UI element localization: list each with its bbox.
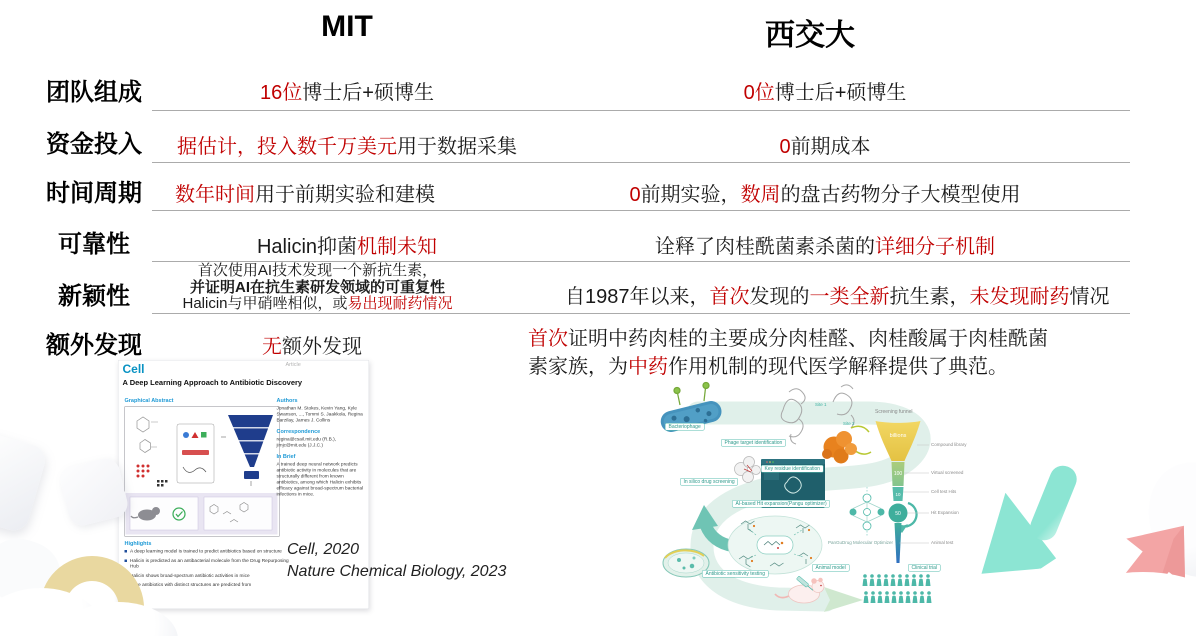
cell-time-xjtu bbox=[565, 178, 1085, 207]
cell-extra-xjtu bbox=[528, 326, 1128, 381]
label-compound-library: Compound library bbox=[931, 442, 967, 447]
text-segment: 无 bbox=[262, 336, 282, 358]
highlight-item bbox=[125, 582, 290, 588]
text-segment: 据估计，投入数千万美元 bbox=[177, 136, 397, 158]
cell-novelty-xjtu bbox=[565, 280, 1110, 309]
row-divider bbox=[152, 313, 1130, 314]
paper-inbrief: A trained deep neural network predicts antibiotic activity in molecules that are structurally different from known antibiotics, among which Halicin exhibits efficacy against broad-spectrum bacterial infections in mice. bbox=[276, 461, 364, 497]
paper-correspondence: regina@csail.mit.edu (R.B.), jimjc@mit.edu (J.J.C.) bbox=[276, 436, 336, 448]
label-hit-expansion: Hit Expansion bbox=[931, 510, 959, 515]
clinical-trial-crowd bbox=[863, 574, 932, 603]
highlight-item bbox=[125, 558, 290, 570]
highlight-text: Halicin shows broad-spectrum antibiotic activities in mice bbox=[130, 572, 250, 579]
paper-article-tag: Article bbox=[285, 361, 301, 368]
row-label-reliability: 可靠性 bbox=[58, 231, 130, 258]
novelty-line1: 首次使用AI技术发现一个新抗生素， bbox=[197, 262, 438, 279]
label-virtual-screened: Virtual screened bbox=[931, 470, 964, 475]
paper-highlights-label: Highlights bbox=[124, 540, 152, 547]
xjtu-workflow-figure bbox=[628, 380, 988, 636]
text-segment: 素家族，为 bbox=[528, 355, 628, 378]
highlight-text: Halicin is predicted as an antibacterial molecule from the Drug Repurposing Hub bbox=[130, 557, 289, 569]
text-segment: 作用机制的现代医学解释提供了典范。 bbox=[668, 355, 1008, 378]
text-segment: 诠释了肉桂酰菌素杀菌的 bbox=[655, 236, 875, 258]
text-segment: 0 bbox=[779, 136, 791, 158]
paper-journal-logo: Cell bbox=[122, 362, 145, 376]
key-residue-protein bbox=[822, 426, 871, 463]
text-segment: 首次 bbox=[709, 286, 750, 308]
label-clinical-trial: Clinical trial bbox=[908, 564, 941, 572]
funnel-100-label: 100 bbox=[893, 471, 903, 477]
highlight-text: A deep learning model is trained to predict antibiotics based on structure bbox=[130, 548, 282, 554]
text-segment: 机制未知 bbox=[357, 236, 438, 258]
text-segment: 一类全新 bbox=[809, 286, 890, 308]
column-header-xjtu: 西交大 bbox=[765, 19, 855, 52]
row-divider bbox=[152, 110, 1130, 111]
text-segment: 数年时间 bbox=[175, 184, 255, 206]
label-site1: Site 1 bbox=[815, 402, 827, 407]
row-label-team: 团队组成 bbox=[46, 79, 142, 106]
funnel-50-label: 50 bbox=[895, 511, 901, 517]
text-segment: Halicin抑菌 bbox=[256, 236, 358, 258]
cell-team-mit bbox=[152, 76, 542, 105]
workflow-diagram bbox=[628, 380, 988, 636]
cell-time-mit bbox=[110, 178, 500, 207]
label-in-silico: In silico drug screening bbox=[680, 478, 738, 486]
paper-inbrief-label: In Brief bbox=[276, 453, 296, 460]
text-segment: 发现的 bbox=[749, 286, 810, 308]
graphical-abstract-image bbox=[125, 407, 278, 535]
text-segment: 前期实验， bbox=[640, 184, 741, 206]
label-animal-test: Animal test bbox=[931, 540, 954, 545]
row-divider bbox=[152, 210, 1130, 211]
label-optimizer-caption: PanGuDrug Molecular Optimizer bbox=[828, 540, 894, 545]
text-segment: 博士后+硕博生 bbox=[774, 82, 907, 104]
text-segment: 自1987年以来， bbox=[565, 286, 710, 308]
text-segment: 易出现耐药情况 bbox=[347, 295, 453, 312]
text-segment: 0位 bbox=[743, 82, 775, 104]
paper-title: A Deep Learning Approach to Antibiotic Discovery bbox=[122, 378, 303, 387]
label-animal-model: Animal model bbox=[812, 564, 849, 572]
cell-extra-mit bbox=[152, 330, 472, 359]
bullet-square-icon bbox=[125, 550, 128, 553]
text-segment: 抗生素， bbox=[889, 286, 970, 308]
paper-graphical-abstract-label: Graphical Abstract bbox=[124, 397, 174, 404]
text-segment: 首次 bbox=[528, 328, 568, 350]
novelty-line2: 并证明AI在抗生素研发领域的可重复性 bbox=[189, 278, 445, 296]
text-segment: 额外发现 bbox=[282, 336, 362, 358]
text-segment: 数周 bbox=[740, 184, 781, 206]
text-segment: 0 bbox=[629, 184, 641, 206]
cell-novelty-mit bbox=[150, 263, 485, 313]
flow-arrow-right bbox=[824, 587, 863, 612]
novelty-line3 bbox=[150, 296, 485, 313]
text-segment: 前期成本 bbox=[790, 136, 871, 158]
text-segment: 中药 bbox=[628, 355, 668, 378]
extra-line1 bbox=[528, 326, 1128, 354]
text-segment: 用于数据采集 bbox=[397, 136, 517, 158]
label-cell-test-hits: Cell test Hits bbox=[931, 489, 957, 494]
bullet-square-icon bbox=[125, 559, 128, 562]
highlight-text: More antibiotics with distinct structures are predicted from bbox=[130, 582, 252, 588]
funnel-10-label: 10 bbox=[895, 492, 901, 497]
extra-line2 bbox=[528, 354, 1128, 382]
cell-reliability-mit bbox=[152, 230, 542, 259]
text-segment: Halicin与甲硝唑相似，或 bbox=[182, 295, 348, 312]
cell-team-xjtu bbox=[565, 76, 1085, 105]
citation-line1: Cell, 2020 bbox=[287, 541, 360, 558]
hit-expansion-cluster bbox=[728, 516, 822, 574]
cell-fund-mit bbox=[152, 130, 542, 159]
row-divider bbox=[152, 162, 1130, 163]
column-header-mit: MIT bbox=[321, 10, 373, 43]
docking-protein bbox=[735, 457, 761, 483]
label-sensitivity: Antibiotic sensitivity testing bbox=[702, 570, 768, 578]
text-segment: 详细分子机制 bbox=[875, 236, 995, 258]
text-segment: 情况 bbox=[1069, 286, 1110, 308]
graphical-abstract-panel bbox=[125, 407, 280, 537]
paper-sidebar bbox=[277, 398, 367, 503]
citation bbox=[287, 539, 506, 583]
text-segment: 的盘古药物分子大模型使用 bbox=[780, 184, 1021, 206]
highlight-item bbox=[125, 573, 290, 579]
label-hit-expansion-box: AI-based Hit expansion(Pangu optimizer) bbox=[732, 500, 830, 508]
label-funnel-title: Screening funnel bbox=[875, 409, 913, 415]
label-phage-target: Phage target identification bbox=[721, 439, 786, 447]
paper-authors-label: Authors bbox=[276, 397, 298, 404]
label-bacteriophage: Bacteriophage bbox=[665, 423, 704, 431]
row-label-novelty: 新颖性 bbox=[58, 283, 130, 310]
funnel-billions-label: billions bbox=[889, 433, 907, 439]
paper-highlights bbox=[125, 541, 290, 592]
cell-reliability-xjtu bbox=[565, 230, 1085, 259]
molecular-optimizer-tree bbox=[850, 487, 885, 537]
row-label-time: 时间周期 bbox=[46, 180, 142, 207]
cell-fund-xjtu bbox=[565, 130, 1085, 159]
label-key-residue: Key residue identification bbox=[761, 465, 824, 473]
text-segment: 未发现耐药 bbox=[969, 286, 1070, 308]
text-segment: 博士后+硕博生 bbox=[302, 82, 434, 104]
highlight-item bbox=[125, 549, 290, 555]
label-site2: Site 2 bbox=[843, 421, 855, 426]
citation-line2: Nature Chemical Biology, 2023 bbox=[287, 563, 507, 580]
text-segment: 证明中药肉桂的主要成分肉桂醛、肉桂酸属于肉桂酰菌 bbox=[568, 328, 1048, 350]
row-label-fund: 资金投入 bbox=[46, 131, 142, 158]
deco-mint-bar bbox=[1026, 462, 1080, 544]
paper-correspondence-label: Correspondence bbox=[276, 428, 321, 435]
paper-authors: Jonathan M. Stokes, Kevin Yang, Kyle Swanson, ..., Tommi S. Jaakkola, Regina Barzilay, James J. Collins bbox=[276, 405, 363, 423]
text-segment: 16位 bbox=[260, 82, 303, 104]
row-label-extra: 额外发现 bbox=[46, 332, 142, 359]
deco-white-shape-left bbox=[0, 430, 49, 534]
deco-white-blob bbox=[1038, 572, 1196, 636]
text-segment: 用于前期实验和建模 bbox=[255, 184, 435, 206]
